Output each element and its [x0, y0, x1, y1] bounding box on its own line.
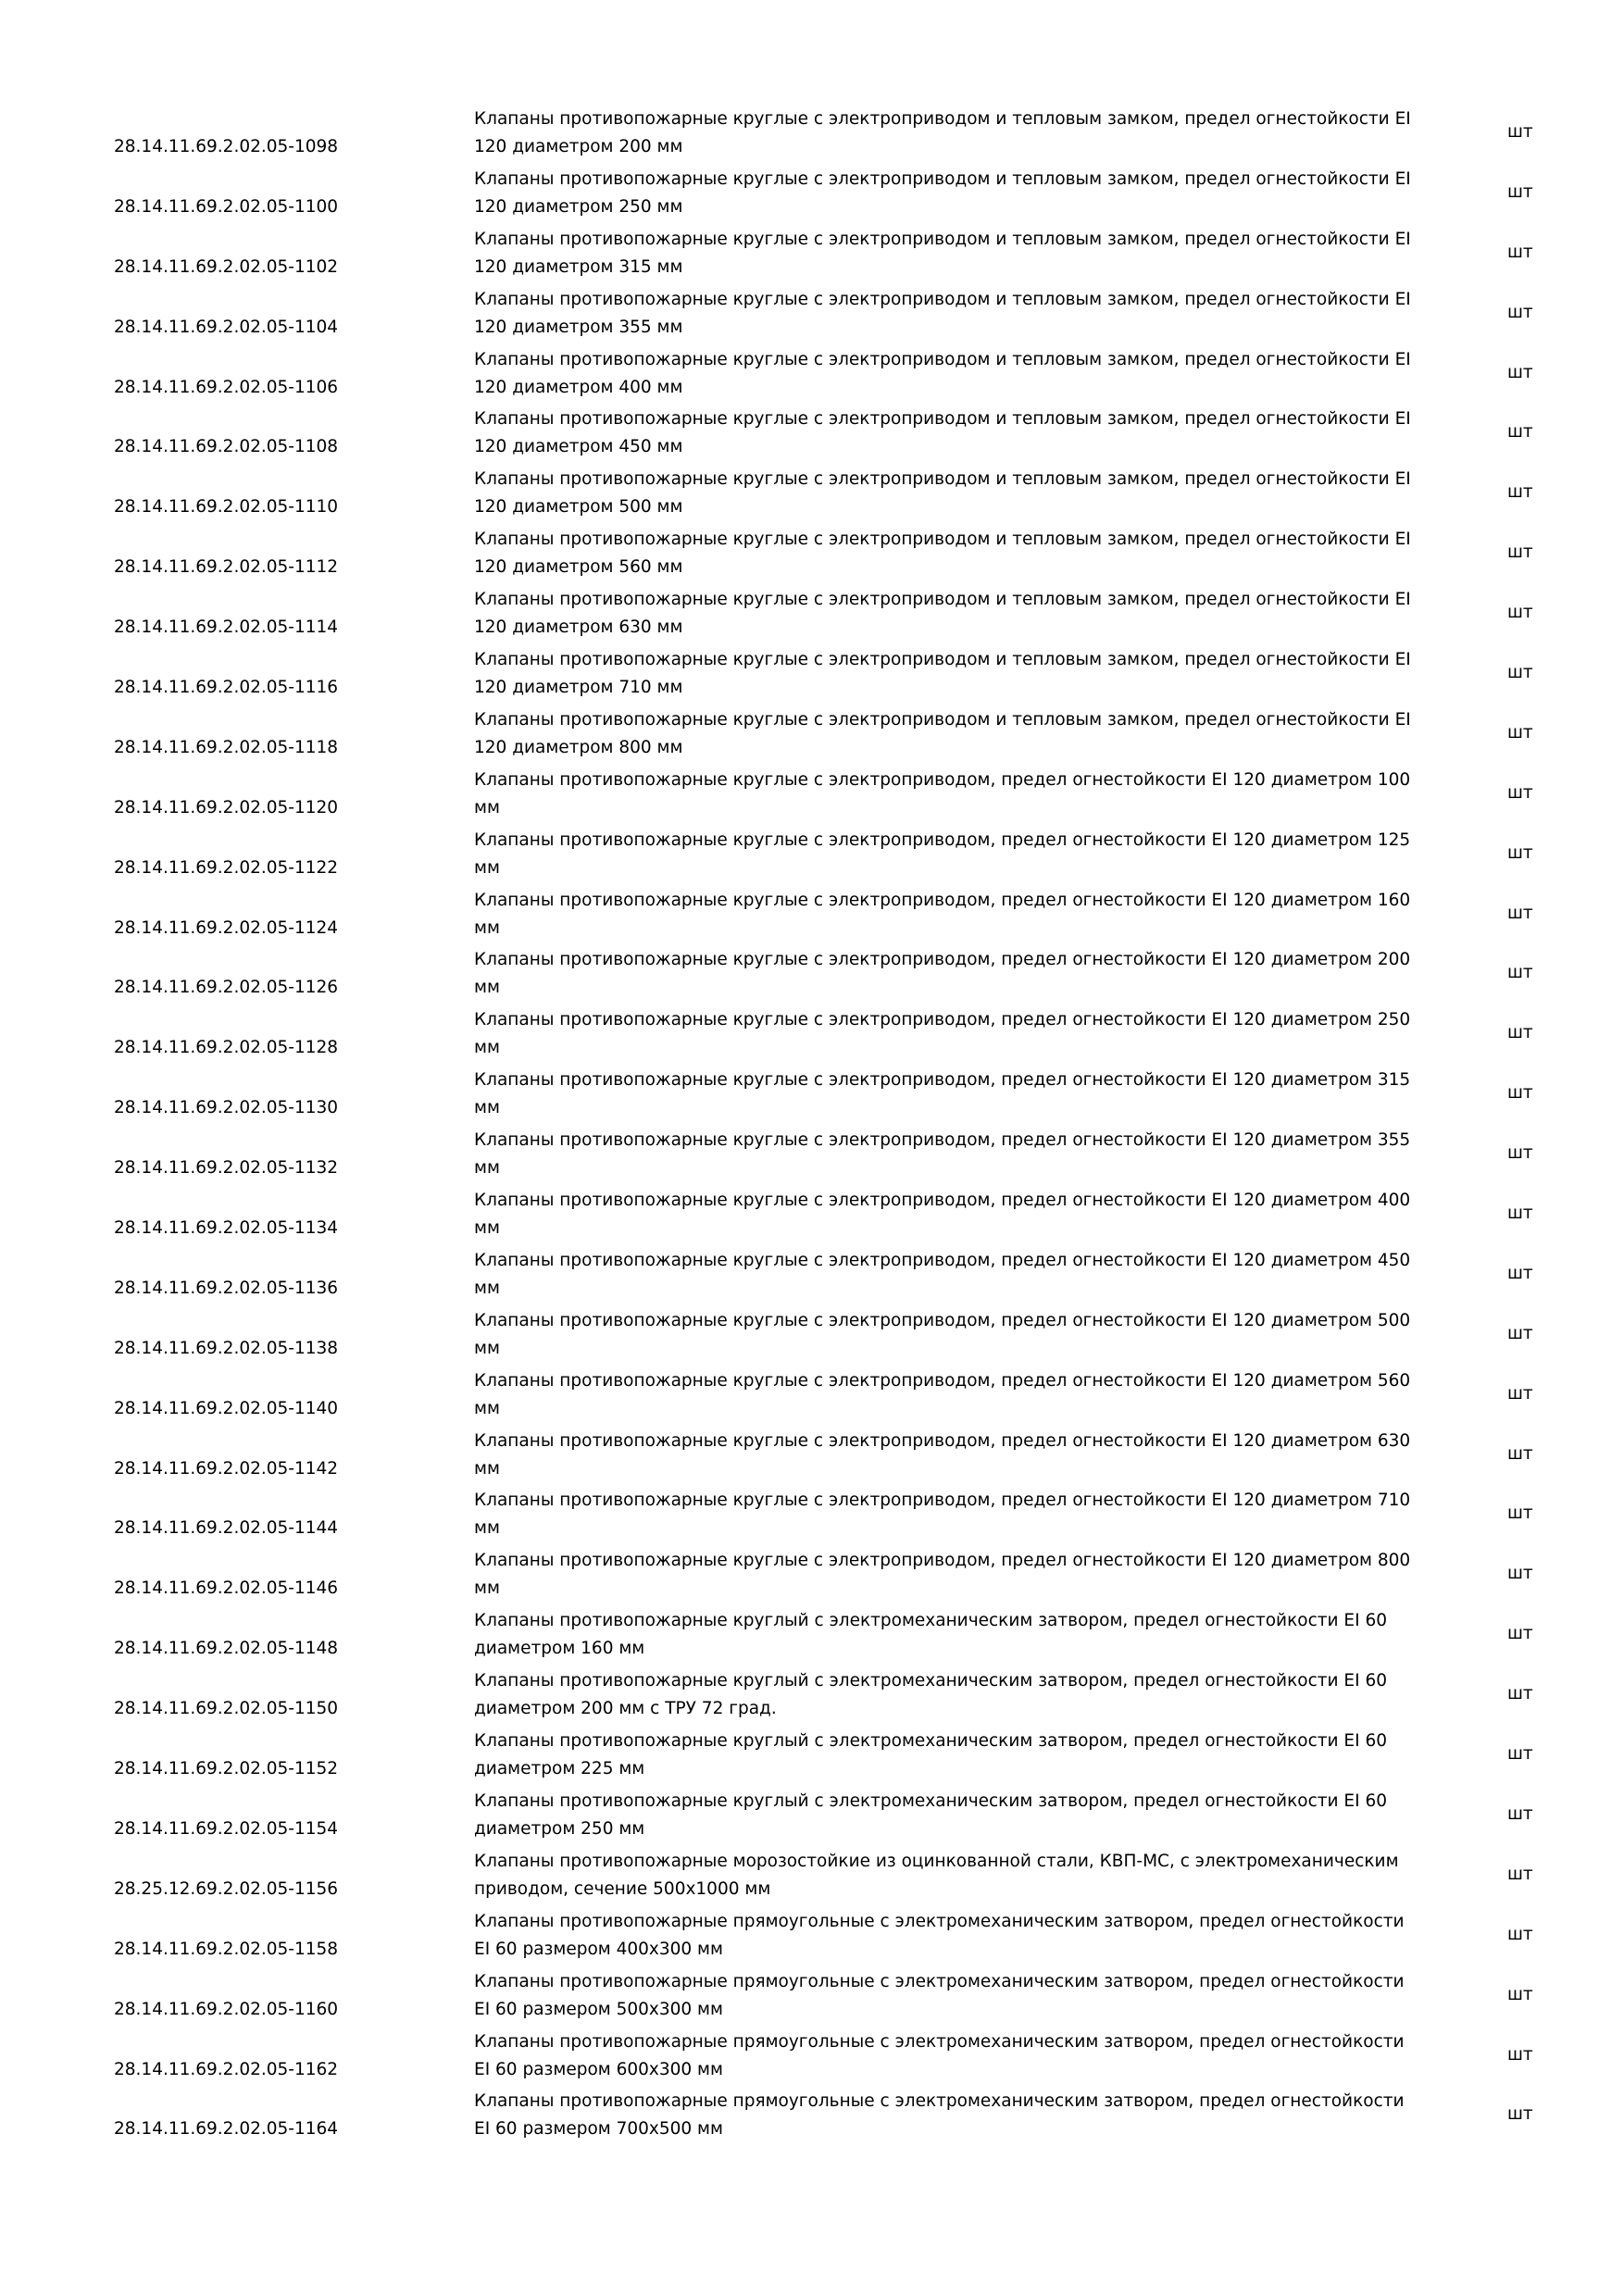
item-name	[474, 1788, 1455, 1843]
table-row	[0, 164, 1624, 224]
item-name-line2: 120 диаметром 560 мм	[474, 557, 683, 578]
item-unit: шт	[1507, 1924, 1533, 1944]
item-name-line2: 120 диаметром 450 мм	[474, 437, 683, 457]
item-name-line1: Клапаны противопожарные круглый с электромеханическим затвором, предел огнестойкости EI 60	[474, 1791, 1387, 1811]
item-name-line2: мм	[474, 1338, 500, 1358]
table-row	[0, 344, 1624, 405]
item-name	[474, 1848, 1455, 1903]
item-name-line1: Клапаны противопожарные круглый с электромеханическим затвором, предел огнестойкости EI 60	[474, 1671, 1387, 1691]
item-code: 28.14.11.69.2.02.05-1122	[114, 857, 339, 878]
table-row	[0, 1065, 1624, 1125]
item-name-line1: Клапаны противопожарные круглые с электроприводом, предел огнестойкости EI 120 диаметром 800	[474, 1551, 1411, 1571]
item-unit: шт	[1507, 181, 1533, 202]
table-row	[0, 1185, 1624, 1245]
item-name-line1: Клапаны противопожарные круглые с электроприводом и тепловым замком, предел огнестойкости EI	[474, 349, 1411, 369]
table-row	[0, 524, 1624, 584]
item-unit: шт	[1507, 1023, 1533, 1043]
item-name-line1: Клапаны противопожарные круглый с электромеханическим затвором, предел огнестойкости EI 60	[474, 1731, 1387, 1752]
table-row	[0, 404, 1624, 464]
item-name-line2: мм	[474, 1458, 500, 1479]
item-name-line1: Клапаны противопожарные круглые с электроприводом и тепловым замком, предел огнестойкости EI	[474, 469, 1411, 490]
item-name	[474, 1908, 1455, 1964]
item-unit: шт	[1507, 1263, 1533, 1283]
item-name-line2: 120 диаметром 315 мм	[474, 256, 683, 277]
item-code: 28.14.11.69.2.02.05-1164	[114, 2119, 339, 2140]
table-row	[0, 1846, 1624, 1906]
item-unit: шт	[1507, 663, 1533, 683]
item-unit: шт	[1507, 122, 1533, 142]
table-row	[0, 1426, 1624, 1486]
table-row	[0, 885, 1624, 945]
item-code: 28.14.11.69.2.02.05-1160	[114, 1999, 339, 2019]
item-unit: шт	[1507, 842, 1533, 863]
item-name	[474, 106, 1455, 161]
item-name-line2: мм	[474, 797, 500, 817]
table-row	[0, 1545, 1624, 1605]
item-code: 28.14.11.69.2.02.05-1112	[114, 557, 339, 578]
item-name	[474, 1127, 1455, 1182]
item-name	[474, 1428, 1455, 1483]
item-unit: шт	[1507, 2104, 1533, 2125]
table-row	[0, 1726, 1624, 1786]
item-name-line2: мм	[474, 1278, 500, 1298]
item-unit: шт	[1507, 1143, 1533, 1164]
item-name	[474, 767, 1455, 822]
item-name-line1: Клапаны противопожарные круглые с электроприводом, предел огнестойкости EI 120 диаметром 630	[474, 1430, 1411, 1451]
item-code: 28.14.11.69.2.02.05-1158	[114, 1939, 339, 1959]
table-row	[0, 1966, 1624, 2027]
item-unit: шт	[1507, 1684, 1533, 1704]
item-code: 28.14.11.69.2.02.05-1140	[114, 1398, 339, 1418]
table-row	[0, 1786, 1624, 1846]
price-table	[0, 104, 1624, 2146]
item-code: 28.14.11.69.2.02.05-1138	[114, 1338, 339, 1358]
item-name-line1: Клапаны противопожарные круглые с электроприводом и тепловым замком, предел огнестойкости EI	[474, 168, 1411, 189]
item-unit: шт	[1507, 1624, 1533, 1644]
item-code: 28.14.11.69.2.02.05-1144	[114, 1518, 339, 1539]
item-name-line2: приводом, сечение 500х1000 мм	[474, 1878, 771, 1899]
item-name-line2: EI 60 размером 400х300 мм	[474, 1939, 723, 1959]
item-name-line1: Клапаны противопожарные круглые с электроприводом, предел огнестойкости EI 120 диаметром 710	[474, 1491, 1411, 1511]
item-code: 28.14.11.69.2.02.05-1130	[114, 1098, 339, 1118]
item-name	[474, 2088, 1455, 2143]
item-code: 28.14.11.69.2.02.05-1104	[114, 317, 339, 337]
item-name-line1: Клапаны противопожарные круглые с электроприводом, предел огнестойкости EI 120 диаметром 200	[474, 950, 1411, 970]
item-name-line1: Клапаны противопожарные круглые с электроприводом, предел огнестойкости EI 120 диаметром 450	[474, 1250, 1411, 1270]
table-row	[0, 1004, 1624, 1065]
table-row	[0, 1305, 1624, 1366]
item-name-line1: Клапаны противопожарные прямоугольные с электромеханическим затвором, предел огнестойкости	[474, 1911, 1405, 1931]
table-row	[0, 1366, 1624, 1426]
item-name	[474, 946, 1455, 1002]
item-name	[474, 1006, 1455, 1062]
item-name-line1: Клапаны противопожарные круглые с электроприводом, предел огнестойкости EI 120 диаметром 400	[474, 1191, 1411, 1211]
item-name-line2: 120 диаметром 800 мм	[474, 737, 683, 757]
item-name-line2: мм	[474, 1038, 500, 1058]
item-name-line2: диаметром 160 мм	[474, 1639, 645, 1659]
item-code: 28.14.11.69.2.02.05-1162	[114, 2059, 339, 2079]
item-unit: шт	[1507, 1984, 1533, 2004]
item-name-line1: Клапаны противопожарные круглые с электроприводом и тепловым замком, предел огнестойкости EI	[474, 590, 1411, 610]
item-name-line2: 120 диаметром 630 мм	[474, 618, 683, 638]
item-code: 28.14.11.69.2.02.05-1154	[114, 1818, 339, 1839]
item-name	[474, 1968, 1455, 2024]
item-name	[474, 1607, 1455, 1663]
item-name	[474, 1367, 1455, 1423]
item-name-line2: EI 60 размером 500х300 мм	[474, 1999, 723, 2019]
item-code: 28.14.11.69.2.02.05-1152	[114, 1759, 339, 1779]
item-unit: шт	[1507, 482, 1533, 503]
item-name	[474, 706, 1455, 762]
table-row	[0, 705, 1624, 765]
item-name	[474, 646, 1455, 702]
item-unit: шт	[1507, 543, 1533, 563]
item-name-line2: EI 60 размером 700х500 мм	[474, 2119, 723, 2140]
item-name-line1: Клапаны противопожарные круглые с электроприводом и тепловым замком, предел огнестойкости EI	[474, 709, 1411, 730]
item-name-line2: мм	[474, 1158, 500, 1179]
item-code: 28.14.11.69.2.02.05-1132	[114, 1158, 339, 1179]
item-name-line1: Клапаны противопожарные круглые с электроприводом, предел огнестойкости EI 120 диаметром 160	[474, 890, 1411, 910]
item-name	[474, 586, 1455, 642]
item-code: 28.14.11.69.2.02.05-1116	[114, 678, 339, 698]
item-name	[474, 1067, 1455, 1122]
item-unit: шт	[1507, 1504, 1533, 1524]
table-row	[0, 2086, 1624, 2146]
item-name-line2: мм	[474, 857, 500, 878]
item-name-line1: Клапаны противопожарные прямоугольные с электромеханическим затвором, предел огнестойкости	[474, 2091, 1405, 2112]
item-unit: шт	[1507, 1864, 1533, 1884]
item-name-line2: мм	[474, 1578, 500, 1599]
table-row	[0, 1666, 1624, 1726]
item-name	[474, 1667, 1455, 1723]
item-code: 28.14.11.69.2.02.05-1128	[114, 1038, 339, 1058]
item-name	[474, 226, 1455, 281]
item-code: 28.25.12.69.2.02.05-1156	[114, 1878, 339, 1899]
item-name-line1: Клапаны противопожарные круглые с электроприводом, предел огнестойкости EI 120 диаметром 250	[474, 1010, 1411, 1030]
item-unit: шт	[1507, 782, 1533, 803]
item-code: 28.14.11.69.2.02.05-1142	[114, 1458, 339, 1479]
item-name	[474, 1547, 1455, 1603]
item-unit: шт	[1507, 903, 1533, 923]
item-unit: шт	[1507, 422, 1533, 443]
item-name	[474, 1247, 1455, 1303]
table-row	[0, 464, 1624, 524]
item-name	[474, 346, 1455, 402]
item-code: 28.14.11.69.2.02.05-1114	[114, 618, 339, 638]
item-code: 28.14.11.69.2.02.05-1124	[114, 917, 339, 938]
item-code: 28.14.11.69.2.02.05-1118	[114, 737, 339, 757]
item-code: 28.14.11.69.2.02.05-1100	[114, 196, 339, 217]
item-unit: шт	[1507, 1083, 1533, 1104]
item-name-line2: 120 диаметром 200 мм	[474, 137, 683, 156]
item-name	[474, 1487, 1455, 1542]
item-name	[474, 1728, 1455, 1783]
table-row	[0, 224, 1624, 284]
item-name-line1: Клапаны противопожарные прямоугольные с электромеханическим затвором, предел огнестойкости	[474, 2031, 1405, 2052]
item-code: 28.14.11.69.2.02.05-1120	[114, 797, 339, 817]
item-name-line1: Клапаны противопожарные круглые с электроприводом, предел огнестойкости EI 120 диаметром 315	[474, 1070, 1411, 1091]
table-row	[0, 584, 1624, 644]
item-name	[474, 526, 1455, 581]
item-code: 28.14.11.69.2.02.05-1106	[114, 377, 339, 397]
item-name-line1: Клапаны противопожарные круглые с электроприводом, предел огнестойкости EI 120 диаметром 560	[474, 1370, 1411, 1391]
item-name	[474, 887, 1455, 942]
table-row	[0, 2027, 1624, 2087]
item-name-line2: мм	[474, 978, 500, 998]
item-name-line2: мм	[474, 1218, 500, 1239]
item-code: 28.14.11.69.2.02.05-1136	[114, 1278, 339, 1298]
item-unit: шт	[1507, 963, 1533, 983]
item-name	[474, 1187, 1455, 1242]
item-name-line1: Клапаны противопожарные круглые с электроприводом, предел огнестойкости EI 120 диаметром 125	[474, 830, 1411, 850]
item-unit: шт	[1507, 362, 1533, 382]
item-unit: шт	[1507, 1803, 1533, 1824]
item-name-line2: мм	[474, 917, 500, 938]
item-name	[474, 2028, 1455, 2084]
item-unit: шт	[1507, 603, 1533, 623]
item-name-line1: Клапаны противопожарные круглые с электроприводом и тепловым замком, предел огнестойкости EI	[474, 530, 1411, 550]
item-name-line1: Клапаны противопожарные круглые с электроприводом и тепловым замком, предел огнестойкости EI	[474, 109, 1411, 129]
item-unit: шт	[1507, 2044, 1533, 2065]
item-name-line2: мм	[474, 1398, 500, 1418]
table-row	[0, 1605, 1624, 1666]
item-unit: шт	[1507, 1443, 1533, 1464]
item-name	[474, 466, 1455, 521]
table-row	[0, 1485, 1624, 1545]
table-row	[0, 1245, 1624, 1305]
table-row	[0, 284, 1624, 344]
table-row	[0, 944, 1624, 1004]
item-name-line1: Клапаны противопожарные круглые с электроприводом и тепловым замком, предел огнестойкости EI	[474, 650, 1411, 670]
item-code: 28.14.11.69.2.02.05-1102	[114, 256, 339, 277]
item-code: 28.14.11.69.2.02.05-1134	[114, 1218, 339, 1239]
item-unit: шт	[1507, 722, 1533, 742]
item-name-line2: 120 диаметром 400 мм	[474, 377, 683, 397]
item-name-line2: 120 диаметром 355 мм	[474, 317, 683, 337]
item-name-line1: Клапаны противопожарные круглые с электроприводом и тепловым замком, предел огнестойкости EI	[474, 409, 1411, 430]
item-name-line1: Клапаны противопожарные круглые с электроприводом, предел огнестойкости EI 120 диаметром 100	[474, 769, 1411, 790]
item-name-line1: Клапаны противопожарные морозостойкие из оцинкованной стали, КВП-МС, с электромеханическим	[474, 1851, 1399, 1871]
item-name	[474, 406, 1455, 461]
table-row	[0, 1906, 1624, 1966]
item-unit: шт	[1507, 302, 1533, 322]
item-code: 28.14.11.69.2.02.05-1148	[114, 1639, 339, 1659]
item-unit: шт	[1507, 1383, 1533, 1404]
item-name-line2: EI 60 размером 600х300 мм	[474, 2059, 723, 2079]
item-code: 28.14.11.69.2.02.05-1108	[114, 437, 339, 457]
item-name	[474, 827, 1455, 882]
table-row	[0, 1125, 1624, 1185]
item-unit: шт	[1507, 1744, 1533, 1765]
item-name-line2: 120 диаметром 710 мм	[474, 678, 683, 698]
item-code: 28.14.11.69.2.02.05-1110	[114, 497, 339, 518]
item-code: 28.14.11.69.2.02.05-1150	[114, 1699, 339, 1719]
item-name-line2: диаметром 225 мм	[474, 1759, 645, 1779]
item-name-line2: 120 диаметром 500 мм	[474, 497, 683, 518]
item-name-line1: Клапаны противопожарные круглые с электроприводом, предел огнестойкости EI 120 диаметром 500	[474, 1310, 1411, 1330]
table-row	[0, 765, 1624, 825]
item-code: 28.14.11.69.2.02.05-1098	[114, 137, 339, 156]
item-name-line1: Клапаны противопожарные круглые с электроприводом, предел огнестойкости EI 120 диаметром 355	[474, 1130, 1411, 1151]
item-name-line2: 120 диаметром 250 мм	[474, 196, 683, 217]
item-code: 28.14.11.69.2.02.05-1126	[114, 978, 339, 998]
item-name-line2: диаметром 250 мм	[474, 1818, 645, 1839]
item-name-line1: Клапаны противопожарные круглые с электроприводом и тепловым замком, предел огнестойкости EI	[474, 229, 1411, 249]
table-row	[0, 104, 1624, 164]
item-name-line2: диаметром 200 мм с ТРУ 72 град.	[474, 1699, 777, 1719]
item-name-line2: мм	[474, 1098, 500, 1118]
item-unit: шт	[1507, 242, 1533, 262]
item-name-line1: Клапаны противопожарные прямоугольные с электромеханическим затвором, предел огнестойкости	[474, 1971, 1405, 1991]
table-row	[0, 825, 1624, 885]
item-name	[474, 286, 1455, 342]
item-name	[474, 166, 1455, 221]
item-name	[474, 1307, 1455, 1363]
item-name-line2: мм	[474, 1518, 500, 1539]
item-unit: шт	[1507, 1204, 1533, 1224]
item-name-line1: Клапаны противопожарные круглые с электроприводом и тепловым замком, предел огнестойкости EI	[474, 289, 1411, 309]
item-code: 28.14.11.69.2.02.05-1146	[114, 1578, 339, 1599]
item-unit: шт	[1507, 1564, 1533, 1584]
item-name-line1: Клапаны противопожарные круглый с электромеханическим затвором, предел огнестойкости EI 60	[474, 1611, 1387, 1631]
item-unit: шт	[1507, 1323, 1533, 1343]
table-row	[0, 644, 1624, 705]
